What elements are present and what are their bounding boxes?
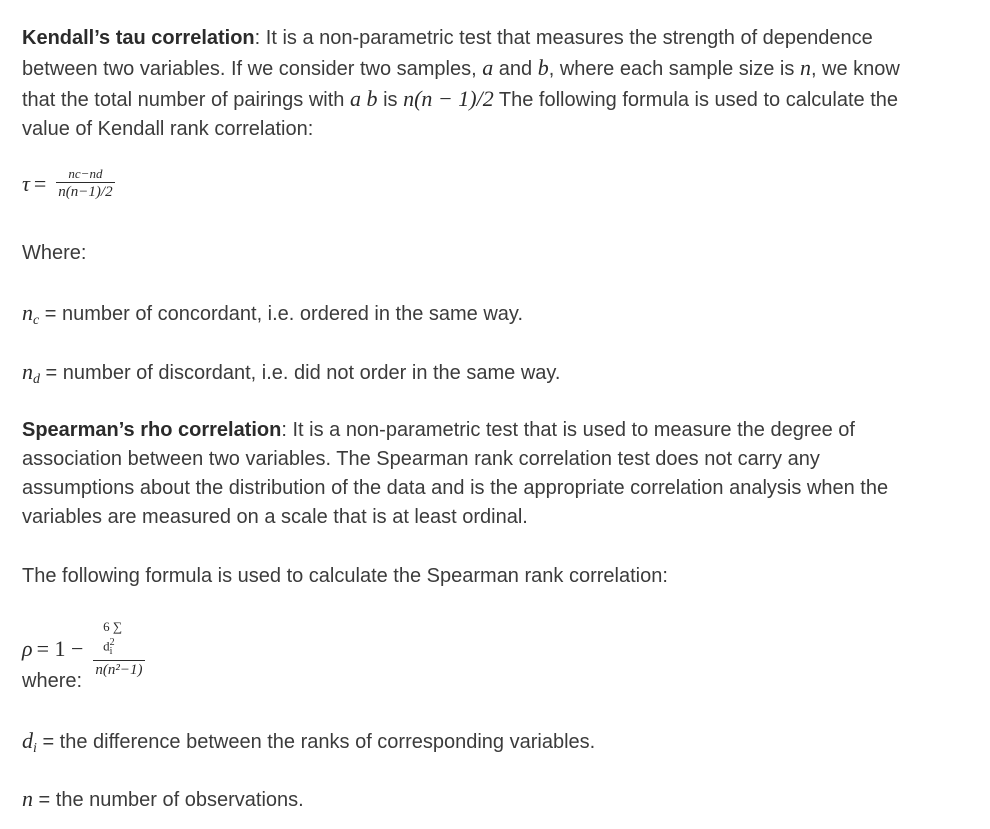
kendall-text-4: The following formula is used to calculate the value of Kendall rank correlation: [22, 89, 899, 140]
rho-symbol [22, 634, 87, 663]
tau-symbol [22, 169, 50, 198]
var-a: a [482, 55, 494, 80]
nd-subscript: d [33, 372, 40, 387]
rho-numerator [101, 619, 137, 660]
kendall-text-2: , where each sample size is [548, 58, 800, 80]
nc-symbol: n [22, 300, 33, 325]
spearman-paragraph [22, 416, 902, 532]
di-symbol: d [22, 728, 33, 753]
spearman-intro: The following formula is used to calculate the Spearman rank correlation: [22, 565, 668, 587]
pair-var-b: b [366, 86, 378, 111]
spearman-heading-colon: : [281, 419, 287, 441]
di-subscript: i [33, 741, 37, 756]
kendall-tau-formula [22, 166, 115, 201]
kendall-text-is: is [377, 89, 404, 111]
var-b: b [537, 55, 549, 80]
kendall-heading: Kendall’s tau correlation [22, 27, 255, 49]
n-text: = the number of observations. [33, 789, 304, 811]
nc-subscript: c [33, 313, 40, 328]
rho-numerator-sup: 2 [109, 637, 115, 648]
nc-text: = number of concordant, i.e. ordered in the same way. [39, 303, 523, 325]
rho-lhs: ρ [22, 636, 33, 662]
rho-equals: = 1 − [36, 636, 84, 662]
tau-numerator: nc−nd [68, 166, 103, 181]
tau-fraction [56, 166, 114, 201]
definition-n [22, 784, 304, 815]
n-symbol: n [22, 786, 33, 811]
kendall-text-1: It is a non-parametric test that measures the strength of dependence between two variables. If we consider two samples, [22, 27, 873, 80]
kendall-text-and: and [493, 58, 538, 80]
spearman-text-1: It is a non-parametric test that is used to measure the degree of association between two variables. The Spearman rank correlation test does not carry any assumptions about the distribution of the data and is the appropriate correlation analysis when the variables are measured on a scale that is at least ordinal. [22, 419, 889, 528]
spearman-where-label: where: [22, 670, 83, 692]
kendall-heading-colon: : [254, 27, 261, 49]
kendall-paragraph [22, 24, 902, 144]
rho-denominator: n(n²−1) [95, 661, 143, 678]
var-n: n [799, 55, 811, 80]
tau-equals: = [33, 171, 47, 196]
pairings-formula: n(n − 1)/2 [403, 86, 494, 111]
rho-numerator-sub: i [109, 645, 113, 657]
definition-nc [22, 298, 523, 335]
tau-denominator: n(n−1)/2 [58, 184, 113, 200]
di-text: = the difference between the ranks of corresponding variables. [36, 731, 596, 753]
definition-nd [22, 357, 560, 394]
definition-di [22, 726, 595, 763]
spearman-heading: Spearman’s rho correlation [22, 419, 282, 441]
tau-lhs: τ [22, 171, 30, 196]
kendall-where-label: Where: [22, 242, 87, 264]
nd-text: = number of discordant, i.e. did not order in the same way. [40, 362, 561, 384]
rho-numerator-main: 6 ∑ d [103, 619, 123, 654]
kendall-text-3: , we know that the total number of pairings with [22, 58, 900, 111]
nd-symbol: n [22, 359, 33, 384]
pair-var-a: a [349, 86, 361, 111]
rho-fraction [93, 619, 144, 679]
